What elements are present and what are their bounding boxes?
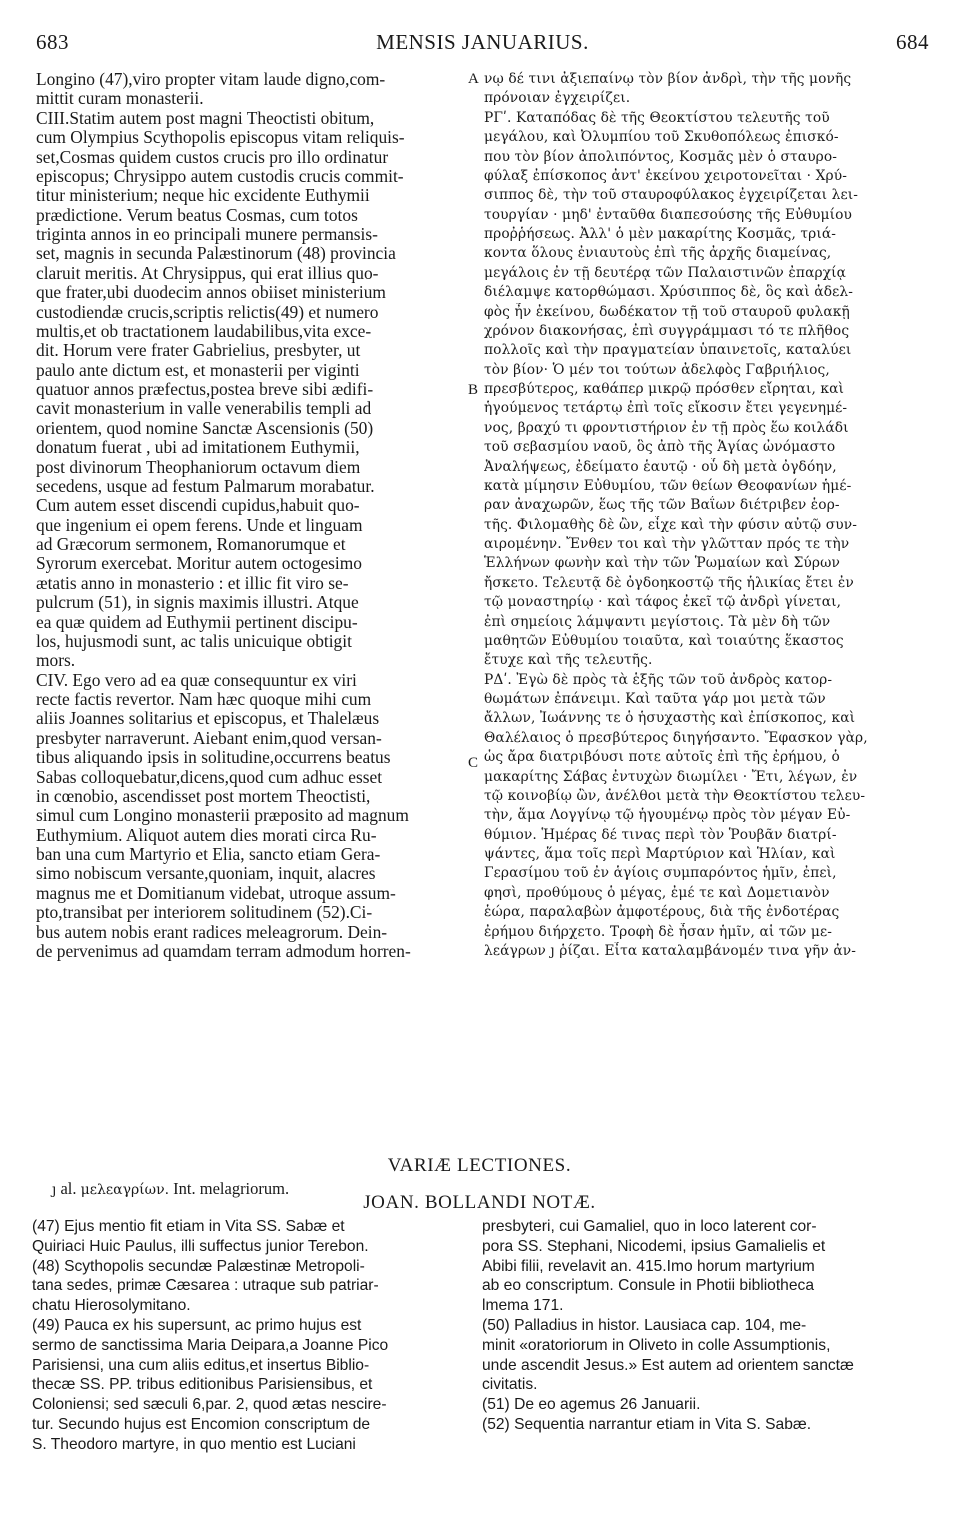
greek-text-line: νος, βραχύ τι φροντιστήριον ἐν τῇ πρὸς ἕω κοιλάδι [484, 419, 849, 436]
latin-text-line: Euthymium. Aliquot autem dies morati circa Ru- [36, 825, 377, 845]
note-line: sermo de sanctissima Maria Deipara,a Joanne Pico [32, 1336, 389, 1354]
greek-text-line: ΡΔʹ. Ἐγὼ δὲ πρὸς τὰ ἑξῆς τῶν τοῦ ἀνδρὸς κατορ- [484, 671, 833, 688]
greek-text-line: Ἑλλήνων φωνὴν καὶ τὴν τῶν Ῥωμαίων καὶ Σύρων [484, 555, 840, 572]
latin-column [36, 70, 468, 961]
page-number-left: 683 [36, 30, 69, 54]
greek-text-line: ἄλλων, Ἰωάννης τε ὁ ἡσυχαστὴς καὶ ἐπίσκοπος, καὶ [484, 710, 856, 727]
greek-text-line: κοντα ὅλους ἐνιαυτοὺς ἐπὶ τῆς ἀρχῆς διαμείνας, [484, 245, 832, 262]
greek-text-line: ΡΓʹ. Καταπόδας δὲ τῆς Θεοκτίστου τελευτῆς τοῦ [484, 109, 830, 126]
greek-text-line: ψάντες, ἅμα τοῖς περὶ Μαρτύριον καὶ Ἡλίαν, καὶ [484, 846, 836, 862]
greek-text-line: ὡς ἄρα διατριβόυσι ποτε αὐτοῖς ἐπὶ τῆς ἐρήμου, ὁ [484, 749, 840, 766]
latin-text-line: post divinorum Theophaniorum octavum diem [36, 457, 361, 477]
note-line: Abibi filii, revelavit an. 415.Imo horum martyrium [482, 1257, 815, 1275]
latin-text-line: Longino (47),viro propter vitam laude digno,com- [36, 70, 386, 89]
running-header [36, 30, 929, 64]
notes-column-left [32, 1217, 464, 1455]
greek-text-line: σιππος δὲ, τὴν τοῦ σταυροφύλακος ἐγχειρίζεται λει- [484, 187, 858, 204]
latin-text-line: cavit monasterium in valle venerabilis templi ad [36, 399, 372, 419]
latin-text-line: ea quæ quidem ad Euthymii pertinent discipu- [36, 612, 358, 632]
latin-text-line: simul cum Longino monasterii præposito ad magnum [36, 806, 409, 826]
latin-text-line: los, hujusmodi sunt, ac talis unicuique obtigit [36, 631, 352, 651]
latin-text-line: simo nobiscum versante,quoniam, inquit, alacres [36, 864, 376, 884]
latin-text-line: mors. [36, 651, 76, 671]
variae-lectiones-heading: VARIÆ LECTIONES. [387, 1155, 572, 1176]
note-line: (49) Pauca ex his supersunt, ac primo hujus est [32, 1316, 362, 1334]
greek-text-line: τῷ κοινοβίῳ ὢν, ἀνέλθοι μετὰ τὴν Θεοκτίστου τελευ- [484, 787, 866, 804]
latin-text-line: magnus me et Domitianum videbat, utroque assum- [36, 883, 396, 903]
latin-text-line: tibus aliquando ipsis in solitudine,occurrens beatus [36, 748, 391, 768]
latin-text-line: cum Olympius Scythopolis episcopus vitam reliquis- [36, 128, 405, 148]
note-line: Coloniensi; sed sæculi 6,par. 2, quod ætas nescire- [32, 1396, 387, 1414]
greek-text-line: μεγάλου, καὶ Ὀλυμπίου τοῦ Σκυθοπόλεως ἐπισκό- [484, 129, 839, 146]
latin-text-line: pulcrum (51), in signis maximis illustri. Atque [36, 593, 359, 613]
note-line: thecæ SS. PP. tribus editionibus Parisiensibus, et [32, 1376, 373, 1394]
note-line: (47) Ejus mentio fit etiam in Vita SS. Sabæ et [32, 1218, 345, 1235]
greek-text-line: ἤσκετο. Τελευτᾷ δὲ ὀγδοηκοστῷ τῆς ἡλικίας ἔτει ἐν [484, 574, 854, 591]
note-line: tana sedes, primæ Cæsarea : utraque sub patriar- [32, 1277, 379, 1295]
greek-text-line: ἔτυχε καὶ τῆς τελευτῆς. [484, 652, 653, 669]
variant-mark: ȷ [52, 1182, 57, 1198]
latin-text-line: de pervenimus ad quamdam terram admodum horren- [36, 941, 411, 961]
latin-text-line: pto,transibat per interiorem solitudinem (52).Ci- [36, 903, 373, 923]
running-title: MENSIS JANUARIUS. [376, 30, 589, 54]
greek-text-line: ἑώρα, παραλαβὼν ἀμφοτέρους, διὰ τῆς ἐνδοτέρας [484, 904, 840, 921]
greek-text-line: ραν ἀναχωρῶν, ἕως τῆς τῶν Βαΐων διέτριβεν ἑορ- [484, 497, 840, 514]
greek-text-line: τῆς. Φιλομαθὴς δὲ ὢν, εἶχε καὶ τὴν φύσιν αὐτῷ συν- [484, 516, 857, 533]
greek-column [484, 70, 933, 961]
greek-text-line: τουργίαν · μηδ' ἐνταῦθα διαπεσούσης τῆς Εὐθυμίου [484, 206, 852, 223]
greek-text-line: τὴν, ἅμα Λογγίνῳ τῷ ἡγουμένῳ πρὸς τὸν μέγαν Εὐ- [484, 807, 851, 824]
greek-text-line: Ἀναλήψεως, ἐδείματο ἑαυτῷ · οὗ δὴ μετὰ ὀγδόην, [484, 458, 837, 475]
note-line: minit «oratoriorum in Oliveto in colle Assumptionis, [482, 1336, 831, 1354]
latin-text-line: set,Cosmas quidem custos crucis pro illo ordinatur [36, 147, 389, 167]
latin-text-line: Syrorum exercebat. Moritur autem octogesimo [36, 554, 362, 574]
bollandi-notae-heading: JOAN. BOLLANDI NOTÆ. [363, 1192, 596, 1213]
latin-text-line: ad Græcorum sermonem, Romanorumque et [36, 535, 346, 554]
greek-text-line: ἐρήμου διήρχετο. Τροφὴ δὲ ἦσαν ἡμῖν, αἱ τῶν με- [484, 923, 832, 940]
latin-text-line: Cum autem esset discendi cupidus,habuit quo- [36, 496, 360, 516]
greek-text-line: ἡγούμενος τετάρτῳ ἐπὶ τοῖς εἴκοσιν ἔτει γεγενημέ- [484, 400, 848, 417]
note-line: ab eo conscriptum. Consule in Photii bibliotheca [482, 1277, 814, 1295]
note-line: unde ascendit Jesus.» Est autem ad orientem sanctæ [482, 1356, 854, 1374]
greek-text-line: μεγάλοις ἐν τῇ δευτέρᾳ τῶν Παλαιστινῶν ἐπαρχίᾳ [484, 264, 847, 281]
note-line: (51) De eo agemus 26 Januarii. [482, 1396, 701, 1414]
greek-text-line: πολλοῖς καὶ τὴν πραγματείαν ὑπαινετοῖς, καταλύει [484, 342, 852, 359]
greek-text-line: πρεσβύτερος, καθάπερ μικρῷ πρόσθεν εἴρηται, καὶ [484, 381, 845, 397]
note-line: Quiriaci Huic Paulus, illi suffectus junior Terebon. [32, 1237, 369, 1255]
greek-text-line: φύλαξ ἐπίσκοπος ἀντ' ἐκείνου χειροτονεῖται · Χρύ- [484, 167, 847, 184]
greek-text-line: λεάγρων ȷ ῥίζαι. Εἶτα καταλαμβάνομέν τινα γῆν ἀν- [484, 942, 857, 959]
greek-text-line: ἐπὶ σημείοις λάμψαντι μεγίστοις. Τὰ μὲν δὴ τῶν [484, 613, 831, 630]
greek-text-line: τοῦ σεβασμίου ναοῦ, ὃς ἀπὸ τῆς Ἁγίας ὠνόμαστο [484, 439, 836, 456]
margin-marker-b: B [468, 382, 479, 398]
greek-text-line: πρόνοιαν ἐγχειρίζει. [484, 90, 631, 107]
margin-marker-a: A [468, 71, 479, 87]
latin-text-line: donatum fuerat , ubi ad imitationem Euthymii, [36, 438, 360, 458]
latin-text-line: paulo ante dictum est, et monasterii per viginti [36, 360, 360, 380]
greek-text-line: φὸς ἦν ἐκείνου, δωδέκατον τῇ τοῦ σταυροῦ φυλακῇ [484, 303, 850, 320]
note-line: lmema 171. [482, 1297, 564, 1315]
latin-text-line: secedens, usque ad festum Palmarum morabatur. [36, 476, 375, 496]
margin-marker-c: C [468, 755, 479, 771]
greek-text-line: αιρομένην. Ἔνθεν τοι καὶ τὴν γλῶτταν πρός τε τὴν [484, 536, 850, 552]
greek-text-line: νῳ δέ τινι ἀξιεπαίνῳ τὸν βίον ἀνδρὶ, τὴν τῆς μονῆς [484, 71, 852, 87]
latin-text-line: recte factis revertor. Nam hæc quoque mihi cum [36, 690, 372, 709]
latin-text-line: presbyter narraverunt. Aiebant enim,quod versan- [36, 728, 382, 748]
greek-text-line: που τὸν βίον ἀπολιπόντος, Κοσμᾶς μὲν ὁ σταυρο- [484, 148, 838, 165]
greek-text-line: μαθητῶν Εὐθυμίου τοιαῦτα, καὶ τοιαύτης ἕκαστος [484, 632, 844, 649]
note-line: (50) Palladius in histor. Lausiaca cap. 104, me- [482, 1316, 807, 1334]
greek-text-line: θύμιον. Ἡμέρας δέ τινας περὶ τὸν Ῥουβᾶν διατρί- [484, 826, 837, 843]
latin-text-line: set, magnis in secunda Palæstinorum (48) provincia [36, 244, 396, 264]
note-line: Parisiensi, una cum aliis editus,et insertus Biblio- [32, 1356, 370, 1374]
note-line: chatu Hierosolymitano. [32, 1297, 191, 1315]
latin-text-line: quatuor annos præfectus,postea breve sibi ædifi- [36, 380, 374, 399]
greek-text-line: τὸν βίον· Ὁ μέν τοι τούτων ἀδελφὸς Γαβριήλιος, [484, 361, 830, 378]
latin-text-line: orientem, quod nomine Sanctæ Ascensionis (50) [36, 418, 374, 438]
latin-text-line: titur ministerium; neque hic excidente Euthymii [36, 186, 370, 206]
note-line: presbyteri, cui Gamaliel, quo in loco laterent cor- [482, 1218, 817, 1235]
greek-text-line: χρόνον διακονήσας, ἐπὶ συγγράμμασι τό τε πλῆθος [484, 322, 850, 339]
page-number-right: 684 [896, 30, 929, 54]
latin-text-line: que ingenium ei opem ferens. Unde et linguam [36, 515, 363, 535]
latin-text-line: CIII.Statim autem post magni Theoctisti obitum, [36, 108, 375, 128]
latin-text-line: episcopus; Chrysippo autem custodis crucis commit- [36, 166, 404, 186]
greek-text-line: Θαλέλαιος ὁ πρεσβύτερος διηγήσαντο. Ἔφασκον γὰρ, [484, 729, 868, 746]
latin-text-line: custodiendæ crucis,scriptis relictis(49) et numero [36, 302, 379, 322]
latin-text-line: ætatis anno in monasterio : et illic fit viro se- [36, 573, 349, 593]
note-line: (48) Scythopolis secundæ Palæstinæ Metropoli- [32, 1257, 365, 1275]
greek-text-line: διέλαμψε κατορθώμασι. Χρύσιππος δὲ, ὃς καὶ ἀδελ- [484, 284, 853, 301]
latin-text-line: in cœnobio, ascendisset post mortem Theoctisti, [36, 786, 371, 806]
latin-text-line: dit. Horum vere frater Gabrielius, presbyter, ut [36, 341, 361, 361]
latin-text-line: triginta annos in eo principali munere permansis- [36, 225, 378, 244]
note-line: pora SS. Stephani, Nicodemi, ipsius Gamalielis et [482, 1237, 826, 1255]
latin-text-line: claruit meritis. At Chrysippus, qui erat illius quo- [36, 263, 379, 283]
notes-column-right [482, 1217, 934, 1435]
greek-text-line: Γερασίμου τοῦ ἐν ἁγίοις συμπαρόντος ἡμῖν, ἐπεὶ, [484, 865, 837, 882]
greek-text-line: φησὶ, προθύμους ὁ μέγας, ἐμέ τε καὶ Δομετιανὸν [484, 884, 830, 901]
latin-text-line: prædictione. Verum beatus Cosmas, cum totos [36, 205, 358, 225]
greek-text-line: μακαρίτης Σάβας ἐντυχὼν διωμίλει · Ἔτι, λέγων, ἐν [484, 768, 858, 785]
variant-greek: μελεαγρίων. [80, 1182, 170, 1198]
latin-text-line: CIV. Ego vero ad ea quæ consequuntur ex viri [36, 670, 357, 690]
note-line: S. Theodoro martyre, in quo mentio est Luciani [32, 1435, 356, 1453]
latin-text-line: Sabas colloquebatur,dicens,quod cum adhuc esset [36, 767, 383, 787]
greek-text-line: προῤῥήσεως. Ἀλλ' ὁ μὲν μακαρίτης Κοσμᾶς, τριά- [484, 226, 837, 242]
note-line: (52) Sequentia narrantur etiam in Vita S. Sabæ. [482, 1415, 812, 1433]
variant-prefix: al. [60, 1179, 77, 1198]
latin-text-line: ban una cum Martyrio et Elia, sancto etiam Gera- [36, 845, 381, 864]
latin-text-line: aliis Joannes solitarius et episcopus, et Thalelæus [36, 709, 380, 729]
greek-text-line: θωμάτων ἐπάνειμι. Καὶ ταῦτα γάρ μοι μετὰ τῶν [484, 691, 826, 707]
greek-text-line: τῷ μοναστηρίῳ · καὶ τάφος ἐκεῖ τῷ ἀνδρὶ γίνεται, [484, 594, 842, 611]
latin-text-line: bus autem nobis erant radices meleagrorum. Dein- [36, 922, 388, 942]
latin-text-line: que frater,ubi duodecim annos obiiset ministerium [36, 283, 386, 303]
latin-text-line: mittit curam monasterii. [36, 89, 204, 109]
latin-text-line: multis,et ob tractationem laudabilibus,vita exce- [36, 321, 372, 341]
note-line: tur. Secundo hujus est Encomion conscriptum de [32, 1415, 371, 1433]
variant-text: Int. melagriorum. [173, 1179, 290, 1198]
note-line: civitatis. [482, 1376, 538, 1394]
greek-text-line: κατὰ μίμησιν Εὐθυμίου, τῶν θείων Θεοφανίων ἡμέ- [484, 477, 852, 494]
